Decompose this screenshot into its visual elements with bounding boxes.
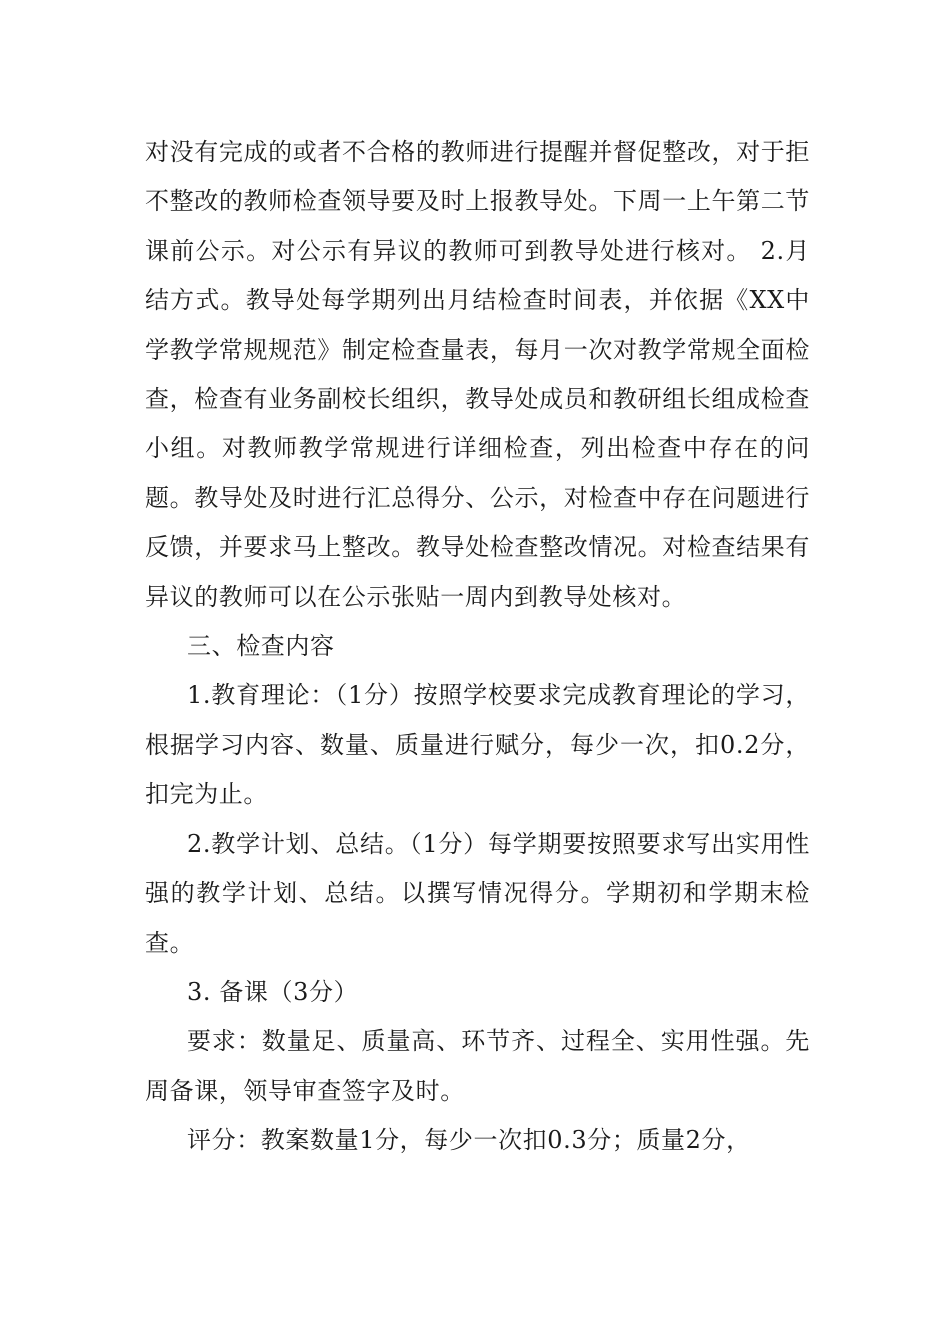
document-body	[145, 128, 810, 1166]
paragraph-monthly-check: 对没有完成的或者不合格的教师进行提醒并督促整改，对于拒不整改的教师检查领导要及时上报教导处。下周一上午第二节课前公示。对公示有异议的教师可到教导处进行核对。 2.月结方式。教导处每学期列出月结检查时间表，并依据《XX中学教学常规规范》制定检查量表，每月一次对教学常规全面检查，检查有业务副校长组织，教导处成员和教研组长组成检查小组。对教师教学常规进行详细检查，列出检查中存在的问题。教导处及时进行汇总得分、公示，对检查中存在问题进行反馈，并要求马上整改。教导处检查整改情况。对检查结果有异议的教师可以在公示张贴一周内到教导处核对。	[145, 138, 810, 611]
paragraph-scoring: 评分：教案数量1分，每少一次扣0.3分；质量2分，	[187, 1126, 751, 1155]
paragraph-teaching-plan: 2.教学计划、总结。（1分）每学期要按照要求写出实用性强的教学计划、总结。以撰写情况得分。学期初和学期末检查。	[145, 829, 810, 957]
section-heading-check-content: 三、检查内容	[187, 632, 335, 661]
paragraph-education-theory: 1.教育理论：（1分）按照学校要求完成教育理论的学习，根据学习内容、数量、质量进行赋分，每少一次，扣0.2分，扣完为止。	[145, 681, 810, 809]
paragraph-lesson-prep-heading: 3. 备课（3分）	[187, 977, 359, 1006]
paragraph-requirements: 要求：数量足、质量高、环节齐、过程全、实用性强。先周备课，领导审查签字及时。	[145, 1027, 810, 1105]
